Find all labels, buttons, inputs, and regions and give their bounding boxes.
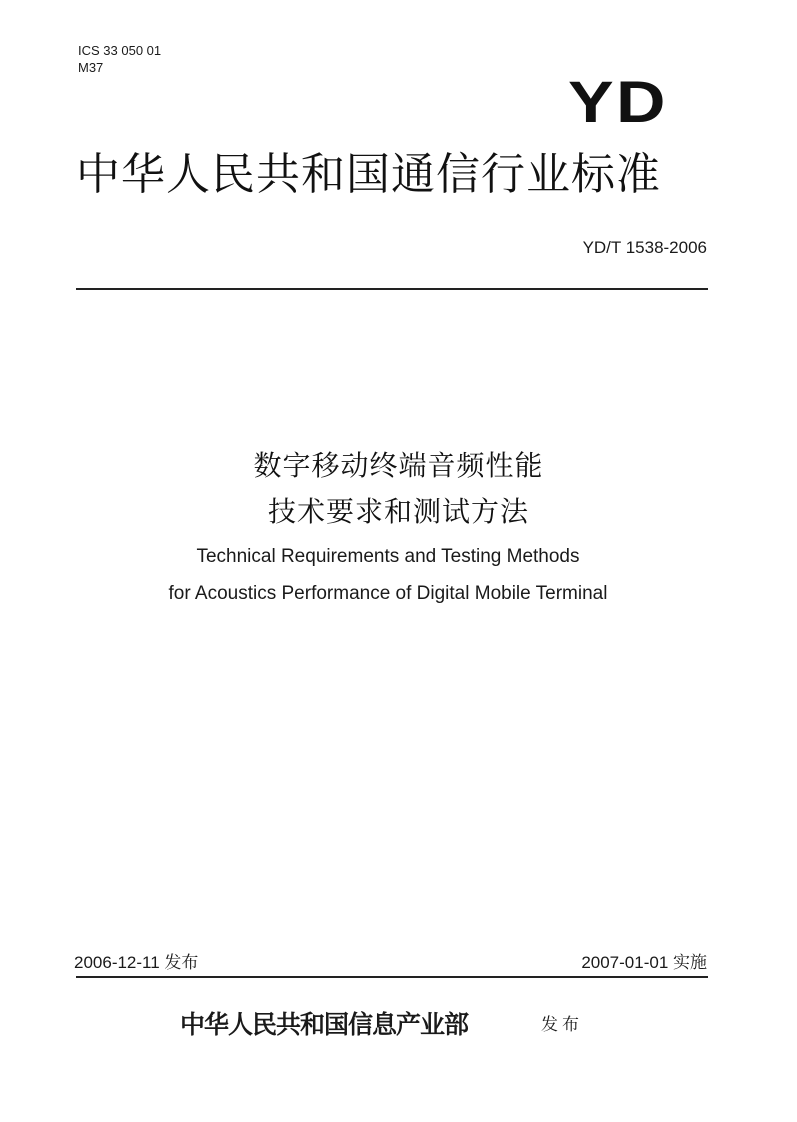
issue-date: 2006-12-11 发布	[74, 953, 199, 972]
ics-block	[78, 42, 161, 76]
issuing-suffix: 发布	[541, 1015, 583, 1035]
bottom-divider	[76, 976, 708, 978]
standard-type-heading: 中华人民共和国通信行业标准	[76, 149, 661, 200]
ics-code: ICS 33 050 01	[78, 43, 162, 58]
classification-code: M37	[78, 60, 104, 75]
en-title-line-2: for Acoustics Performance of Digital Mobile Terminal	[168, 583, 608, 604]
issuing-authority: 中华人民共和国信息产业部	[180, 1010, 469, 1039]
standard-number: YD/T 1538-2006	[582, 238, 707, 257]
implementation-date: 2007-01-01 实施	[581, 953, 707, 972]
cn-title-line-1: 数字移动终端音频性能	[253, 449, 544, 482]
top-divider	[76, 288, 708, 290]
en-title-line-1: Technical Requirements and Testing Methods	[196, 546, 580, 567]
yd-logo: YD	[568, 70, 668, 135]
cn-title-line-2: 技术要求和测试方法	[267, 495, 529, 528]
